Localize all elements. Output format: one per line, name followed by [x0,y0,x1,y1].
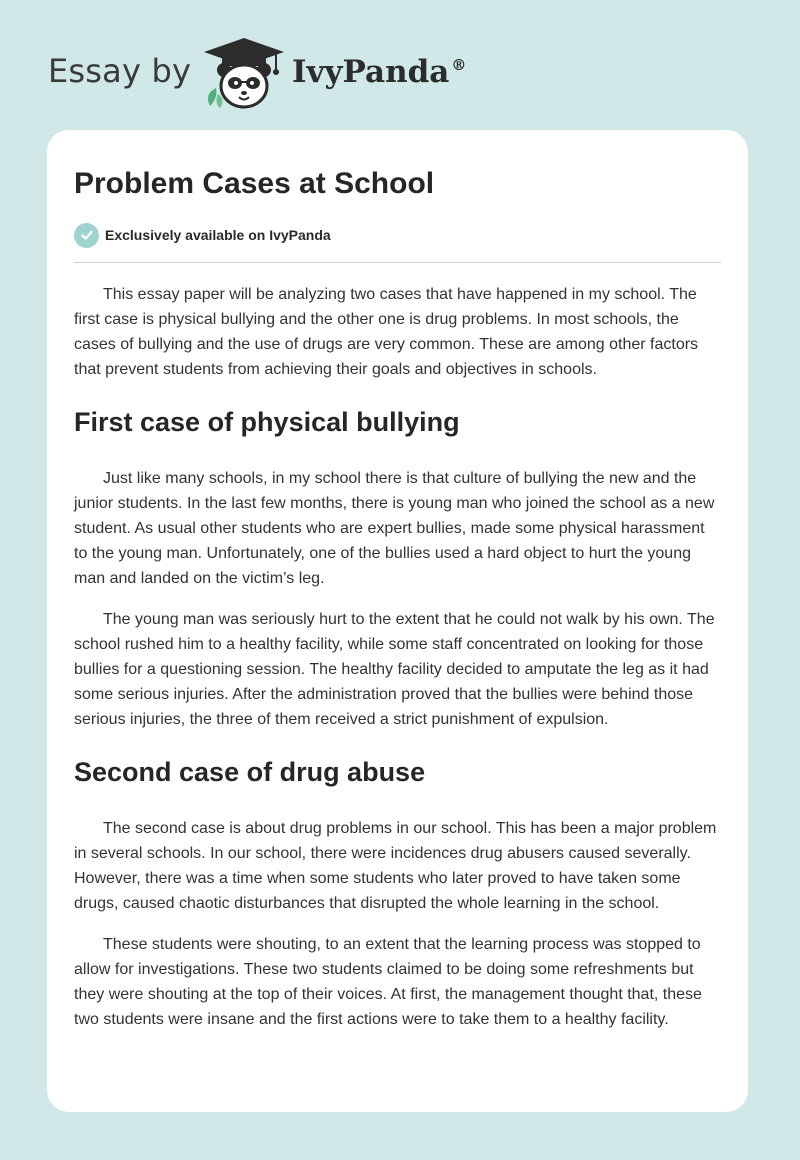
essay-by-label: Essay by [48,52,192,90]
brand-name: IvyPanda ® [292,54,467,90]
site-header [48,34,488,114]
check-icon [74,223,99,248]
section-heading: First case of physical bullying [74,407,460,437]
section-heading: Second case of drug abuse [74,757,426,787]
intro-paragraph: This essay paper will be analyzing two cases that have happened in my school. The first case is physical bullying and the other one is drug problems. In most schools, the cases of bullying and the use of drugs are very common. These are among other factors that prevent students from achieving their goals and objectives in schools. [74,286,699,378]
section-paragraph: The second case is about drug problems in our school. This has been a major problem in several schools. In our school, there were incidences drug abusers caused severally. However, there was a time when some students who later proved to have taken some drugs, caused chaotic disturbances that disrupted the whole learning in the school. [74,820,717,912]
section-paragraph: These students were shouting, to an extent that the learning process was stopped to allow for investigations. These two students claimed to be doing some refreshments but they were shouting at the top of their voices. At first, the management thought that, these two students were insane and the first actions were to take them to a healthy facility. [74,936,702,1028]
essay-card [47,130,748,1112]
exclusive-label: Exclusively available on IvyPanda [105,227,331,243]
exclusive-badge [74,222,721,248]
panda-graduate-icon [202,36,286,110]
divider [74,262,721,263]
page-title: Problem Cases at School [74,167,435,200]
section-paragraph: The young man was seriously hurt to the extent that he could not walk by his own. The school rushed him to a healthy facility, while some staff concentrated on looking for those bullies for a questioning session. The healthy facility decided to amputate the leg as it had some serious injuries. After the administration proved that the bullies were behind those serious injuries, the three of them received a strict punishment of expulsion. [74,611,715,728]
section-paragraph: Just like many schools, in my school there is that culture of bullying the new and the junior students. In the last few months, there is young man who joined the school as a new student. As usual other students who are expert bullies, made some physical harassment to the young man. Unfortunately, one of the bullies used a hard object to hurt the young man and landed on the victim’s leg. [74,470,715,587]
